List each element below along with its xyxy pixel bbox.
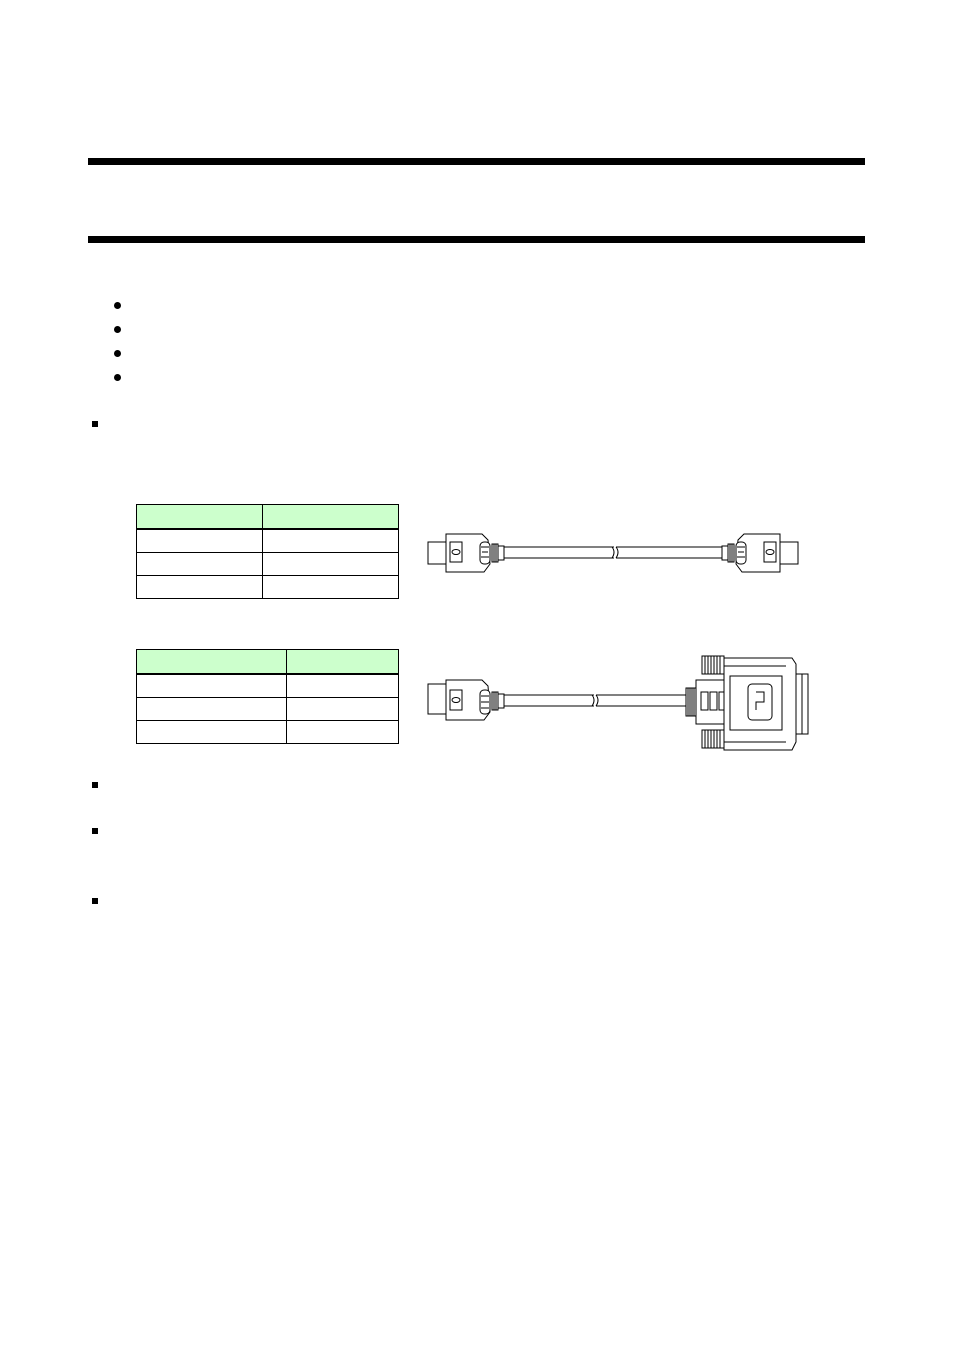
table-cell (263, 576, 399, 599)
table-cell (263, 529, 399, 553)
note-square-bullet (92, 898, 98, 904)
table-header-row (137, 650, 399, 675)
note-square-bullet (92, 421, 98, 427)
table-row (137, 576, 399, 599)
table-header-cell (287, 650, 399, 675)
feature-bullet (114, 350, 121, 357)
table-header-cell (137, 505, 263, 530)
section-title (88, 165, 865, 236)
hdmi-dvi-cable-spec-table (136, 649, 399, 744)
section-rule-top (88, 158, 865, 165)
hdmi-to-dvi-cable-icon (418, 650, 830, 756)
table-row (137, 553, 399, 576)
table-header-cell (137, 650, 287, 675)
table-row (137, 698, 399, 721)
table-cell (137, 674, 287, 698)
note-square-bullet (92, 782, 98, 788)
table-cell (137, 576, 263, 599)
table-row (137, 721, 399, 744)
table-cell (287, 721, 399, 744)
section-rule-bottom (88, 236, 865, 243)
feature-bullet (114, 374, 121, 381)
table-cell (137, 721, 287, 744)
table-cell (137, 553, 263, 576)
table-header-cell (263, 505, 399, 530)
table-cell (137, 698, 287, 721)
feature-bullet (114, 302, 121, 309)
note-square-bullet (92, 828, 98, 834)
table-cell (137, 529, 263, 553)
table-row (137, 674, 399, 698)
hdmi-cable-spec-table (136, 504, 399, 599)
table-cell (287, 674, 399, 698)
table-cell (263, 553, 399, 576)
hdmi-to-hdmi-cable-icon (418, 520, 808, 584)
feature-bullet (114, 326, 121, 333)
table-header-row (137, 505, 399, 530)
table-cell (287, 698, 399, 721)
table-row (137, 529, 399, 553)
